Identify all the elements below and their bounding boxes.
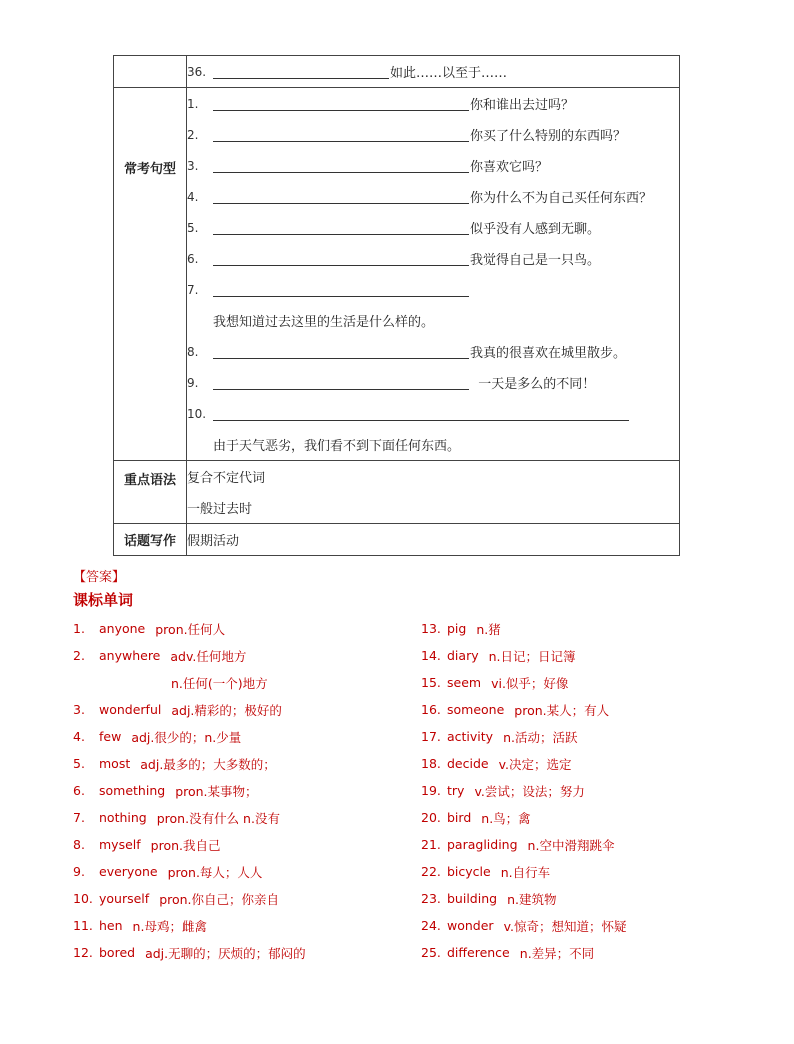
sentence-line: 6. 我觉得自己是一只鸟。 bbox=[187, 251, 601, 268]
sentence-patterns-label: 常考句型 bbox=[114, 88, 187, 461]
vocab-item: 1. anyone pron.任何人 bbox=[73, 621, 226, 637]
sentence-line: 1. 你和谁出去过吗？ bbox=[187, 96, 575, 113]
blank-line bbox=[213, 127, 469, 142]
sentence-line: 2. 你买了什么特别的东西吗？ bbox=[187, 127, 627, 144]
vocab-item: 11. hen n.母鸡；雌禽 bbox=[73, 918, 207, 934]
vocab-item: 8. myself pron.我自己 bbox=[73, 837, 221, 853]
sentence-line: 8. 我真的很喜欢在城里散步。 bbox=[187, 344, 627, 361]
grammar-item: 一般过去时 bbox=[187, 502, 253, 517]
vocab-item: 7. nothing pron.没有什么 n.没有 bbox=[73, 810, 280, 826]
vocab-item: 10. yourself pron.你自己；你亲自 bbox=[73, 891, 280, 907]
vocab-item: 16. someone pron.某人；有人 bbox=[421, 702, 610, 718]
sentence-line: 10. bbox=[187, 398, 679, 429]
vocab-item: 25. difference n.差异；不同 bbox=[421, 945, 595, 961]
blank-line bbox=[213, 96, 469, 111]
writing-row bbox=[114, 524, 680, 556]
blank-line bbox=[213, 64, 389, 79]
vocab-item: 15. seem vi.似乎；好像 bbox=[421, 675, 569, 691]
blank-line bbox=[213, 406, 629, 421]
answer-tag: 【答案】 bbox=[73, 570, 126, 585]
vocab-item: 19. try v.尝试；设法；努力 bbox=[421, 783, 585, 799]
vocab-item: 24. wonder v.惊奇；想知道；怀疑 bbox=[421, 918, 627, 934]
vocab-list-left bbox=[73, 615, 306, 966]
sentence-patterns-row bbox=[114, 88, 680, 461]
sentence-line: 9. 一天是多么的不同！ bbox=[187, 375, 596, 392]
grammar-row bbox=[114, 461, 680, 524]
vocab-item: 9. everyone pron.每人；人人 bbox=[73, 864, 263, 880]
blank-line bbox=[213, 282, 469, 297]
blank-line bbox=[213, 375, 469, 390]
writing-topic: 假期活动 bbox=[187, 534, 240, 549]
vocab-item: 3. wonderful adj.精彩的；极好的 bbox=[73, 702, 282, 718]
vocab-item: 18. decide v.决定；选定 bbox=[421, 756, 572, 772]
grammar-item: 复合不定代词 bbox=[187, 471, 266, 486]
vocab-item: 20. bird n.鸟；禽 bbox=[421, 810, 531, 826]
vocab-list-right bbox=[421, 615, 626, 966]
vocab-item: 12. bored adj.无聊的；厌烦的；郁闷的 bbox=[73, 945, 306, 961]
vocab-item: 17. activity n.活动；活跃 bbox=[421, 729, 578, 745]
writing-label: 话题写作 bbox=[114, 524, 187, 556]
empty-label-cell bbox=[114, 56, 187, 88]
answer-section-title: 课标单词 bbox=[73, 591, 134, 609]
phrase-line-36 bbox=[187, 56, 679, 87]
blank-line bbox=[213, 344, 469, 359]
grammar-label: 重点语法 bbox=[114, 461, 187, 524]
vocab-item: 4. few adj.很少的；n.少量 bbox=[73, 729, 242, 745]
row-36 bbox=[114, 56, 680, 88]
vocab-item: 22. bicycle n.自行车 bbox=[421, 864, 551, 880]
vocab-item-continuation: n.任何(一个)地方 bbox=[171, 675, 268, 691]
vocab-item: 2. anywhere adv.任何地方 bbox=[73, 648, 247, 664]
sentence-line: 5. 似乎没有人感到无聊。 bbox=[187, 220, 601, 237]
vocab-item: 23. building n.建筑物 bbox=[421, 891, 557, 907]
blank-line bbox=[213, 158, 469, 173]
sentence-line: 4. 你为什么不为自己买任何东西？ bbox=[187, 189, 653, 206]
phrase-meaning: 如此……以至于…… bbox=[390, 66, 508, 81]
blank-line bbox=[213, 189, 469, 204]
blank-line bbox=[213, 220, 469, 235]
blank-line bbox=[213, 251, 469, 266]
summary-table bbox=[113, 55, 680, 556]
sentence-meaning: 由于天气恶劣，我们看不到下面任何东西。 bbox=[213, 439, 461, 454]
vocab-item: 5. most adj.最多的；大多数的； bbox=[73, 756, 276, 772]
sentence-line: 3. 你喜欢它吗？ bbox=[187, 158, 549, 175]
line-number: 36. bbox=[187, 64, 207, 79]
vocab-item: 6. something pron.某事物； bbox=[73, 783, 258, 799]
vocab-item: 21. paragliding n.空中滑翔跳伞 bbox=[421, 837, 615, 853]
sentence-meaning: 我想知道过去这里的生活是什么样的。 bbox=[213, 315, 435, 330]
vocab-item: 14. diary n.日记；日记簿 bbox=[421, 648, 576, 664]
sentence-line: 7. bbox=[187, 274, 679, 305]
vocab-item: 13. pig n.猪 bbox=[421, 621, 501, 637]
